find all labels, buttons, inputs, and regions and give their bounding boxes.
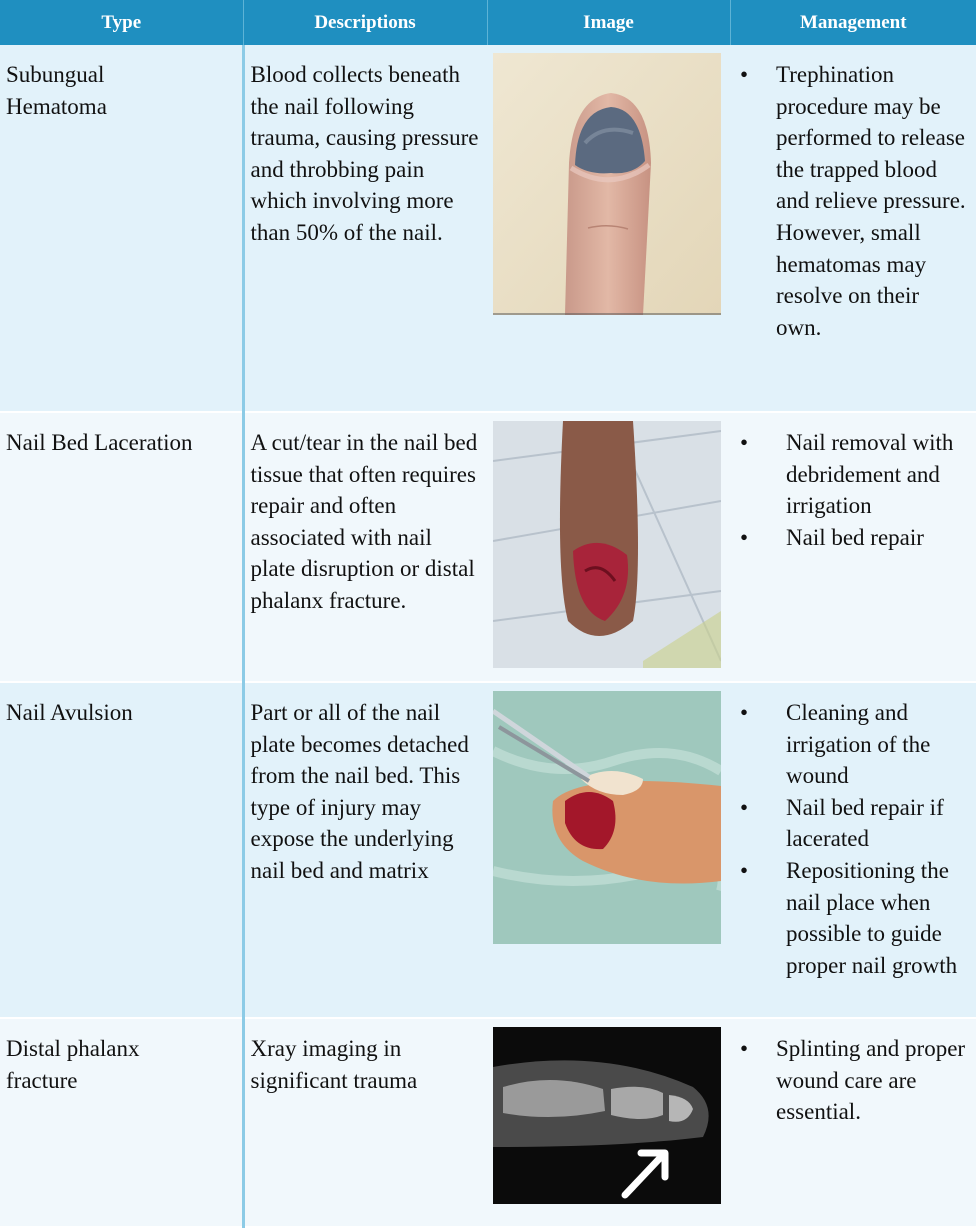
list-item: • Nail removal with debridement and irrigation <box>736 427 970 522</box>
description-cell: Xray imaging in significant trauma <box>243 1018 487 1227</box>
table-row <box>0 682 976 1018</box>
description-cell: A cut/tear in the nail bed tissue that often requires repair and often associated with nail plate disruption or distal phalanx fracture. <box>243 412 487 682</box>
list-item: • Trephination procedure may be performed to release the trapped blood and relieve pressure. However, small hematomas may resolve on their own. <box>736 59 970 343</box>
description-cell: Part or all of the nail plate becomes detached from the nail bed. This type of injury may expose the underlying nail bed and matrix <box>243 682 487 1018</box>
header-image: Image <box>487 0 730 45</box>
bruised-fingernail-photo <box>493 53 721 315</box>
table-row <box>0 1018 976 1227</box>
management-list <box>736 59 970 343</box>
management-cell <box>730 1018 976 1227</box>
header-descriptions: Descriptions <box>243 0 487 45</box>
image-cell <box>487 45 730 412</box>
avulsed-nail-photo <box>493 691 721 944</box>
list-item: • Nail bed repair <box>736 522 970 554</box>
list-item: • Repositioning the nail place when possible to guide proper nail growth <box>736 855 970 981</box>
management-list <box>736 427 970 553</box>
list-item: • Nail bed repair if lacerated <box>736 792 970 855</box>
management-list <box>736 1033 970 1128</box>
description-cell: Blood collects beneath the nail following trauma, causing pressure and throbbing pain which involving more than 50% of the nail. <box>243 45 487 412</box>
type-cell: Nail Avulsion <box>0 682 243 1018</box>
image-cell <box>487 1018 730 1227</box>
image-cell <box>487 682 730 1018</box>
header-type: Type <box>0 0 243 45</box>
table-row <box>0 45 976 412</box>
type-cell: Distal phalanx fracture <box>0 1018 243 1227</box>
header-row <box>0 0 976 45</box>
header-management: Management <box>730 0 976 45</box>
type-cell: Subungual Hematoma <box>0 45 243 412</box>
image-cell <box>487 412 730 682</box>
list-item: • Splinting and proper wound care are essential. <box>736 1033 970 1128</box>
finger-xray-photo <box>493 1027 721 1204</box>
list-item: • Cleaning and irrigation of the wound <box>736 697 970 792</box>
management-cell <box>730 412 976 682</box>
management-cell <box>730 682 976 1018</box>
management-cell <box>730 45 976 412</box>
type-cell: Nail Bed Laceration <box>0 412 243 682</box>
table-row <box>0 412 976 682</box>
management-list <box>736 697 970 981</box>
lacerated-nail-bed-photo <box>493 421 721 668</box>
